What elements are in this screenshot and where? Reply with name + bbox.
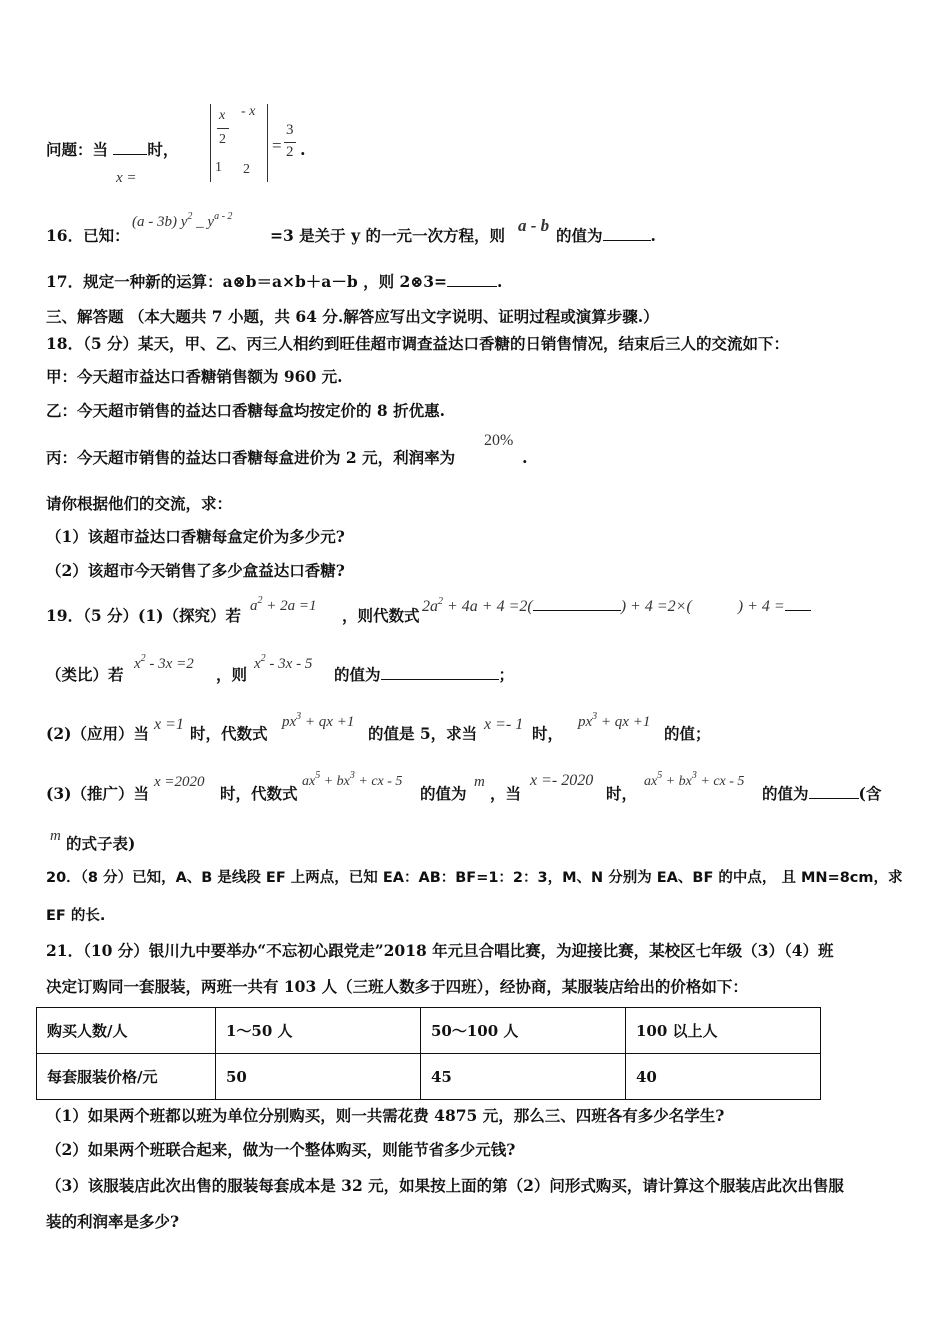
q18-ask: 请你根据他们的交流，求： xyxy=(46,494,233,513)
q19-analog-val: 的值为 ； xyxy=(334,665,515,684)
q18-bing-end: . xyxy=(522,448,528,467)
q19-stem: 19．（5 分）(1)（探究）若 xyxy=(46,606,241,625)
q16-amb: a - b xyxy=(518,216,550,235)
q15-determinant xyxy=(210,104,268,182)
det-b: - x xyxy=(241,104,256,119)
q21-part3a: （3）该服装店此次出售的服装每套成本是 32 元，如果按上面的第（2）问形式购买，请计算这个服装店此次出售服 xyxy=(46,1176,844,1195)
table-row xyxy=(37,1054,821,1100)
q15-x-eq: x = xyxy=(116,170,137,186)
q19-cond: $a^2 + 2a =1$ xyxy=(250,595,317,614)
q16-text xyxy=(270,226,505,246)
q17-text: 17．规定一种新的运算：a⊗b＝a×b＋a－b ，则 2⊗3= xyxy=(46,272,448,291)
q19-app-then: 时，代数式 xyxy=(190,724,268,743)
table-cell: 45 xyxy=(421,1054,626,1100)
table-cell: 购买人数/人 xyxy=(37,1008,216,1054)
table-cell: 50 xyxy=(216,1054,421,1100)
q21-part1: （1）如果两个班都以班为单位分别购买，则一共需花费 4875 元，那么三、四班各有多少名学生? xyxy=(46,1106,725,1125)
q19-gen-cond2: x =- 2020 xyxy=(530,772,594,789)
q19-then: ，则代数式 xyxy=(342,606,420,625)
q15-line xyxy=(46,140,178,160)
table-cell: 100 以上人 xyxy=(626,1008,821,1054)
q15-frac-den: 2 xyxy=(286,144,294,160)
det-c: 1 xyxy=(215,160,222,175)
q18-part2: （2）该超市今天销售了多少盒益达口香糖? xyxy=(46,561,345,580)
q18-part1: （1）该超市益达口香糖每盒定价为多少元? xyxy=(46,527,345,546)
q19-app-expr2: $px^3$ + qx +1 xyxy=(578,711,651,730)
q15-blank xyxy=(113,140,147,155)
q19-gen-then: 时，代数式 xyxy=(220,784,298,803)
q17-line: 17．规定一种新的运算：a⊗b＝a×b＋a－b ，则 2⊗3= . xyxy=(46,272,503,291)
q15-frac-bar xyxy=(284,142,296,143)
q19-expr: $2a^2 + 4a + 4 =2$( ) + 4 =2×( ) + 4 = xyxy=(422,596,811,616)
table-cell: 1～50 人 xyxy=(216,1008,421,1054)
table-header-row xyxy=(37,1008,821,1054)
q17-blank xyxy=(447,272,497,287)
table-cell: 40 xyxy=(626,1054,821,1100)
q15-end: . xyxy=(300,140,306,159)
q20-line2: EF 的长. xyxy=(46,908,106,924)
q19-gen-tail: 的式子表) xyxy=(66,834,136,853)
q19-gen-cond: x =2020 xyxy=(154,774,205,790)
q16-line xyxy=(46,226,130,246)
q16-text2: 的值为 xyxy=(556,226,603,245)
q21-line1: 21．（10 分）银川九中要举办“不忘初心跟党走”2018 年元旦合唱比赛，为迎接比赛，某校区七年级（3）（4）班 xyxy=(46,941,834,960)
q19-gen-m2: m xyxy=(50,828,61,844)
q19-analog: （类比）若 xyxy=(46,665,124,684)
q16-expr: (a - 3b) $y^2$ _ $y^{a - 2}$ xyxy=(132,211,233,230)
det-d: 2 xyxy=(243,162,250,177)
q19-app-val5: 的值是 5，求当 xyxy=(368,724,478,743)
q19-gen-expr2: $ax^5 + bx^3$ + cx - 5 xyxy=(644,770,745,789)
price-table xyxy=(36,1007,821,1100)
q19-gen-then2: 时， xyxy=(606,784,638,803)
q18-stem: 18．（5 分）某天，甲、乙、丙三人相约到旺佳超市调查益达口香糖的日销售情况，结束后三人的交流如下： xyxy=(46,334,790,353)
q15-prefix: 问题：当 xyxy=(46,140,109,159)
q19-gen: (3)（推广）当 xyxy=(46,784,149,803)
q16-num: 16．已知： xyxy=(46,226,130,245)
q18-jia: 甲：今天超市益达口香糖销售额为 960 元. xyxy=(46,367,343,386)
q20-line1: 20．（8 分）已知，A、B 是线段 EF 上两点，已知 EA：AB：BF=1：2：3，M、N 分别为 EA、BF 的中点， 且 MN=8cm，求 xyxy=(46,870,903,886)
q18-rate: 20% xyxy=(484,432,514,449)
q19-gen-expr: $ax^5 + bx^3$ + cx - 5 xyxy=(302,770,403,789)
q21-part2: （2）如果两个班联合起来，做为一个整体购买，则能节省多少元钱? xyxy=(46,1140,516,1159)
q19-app-then2: 时， xyxy=(532,724,564,743)
q19-analog-expr: $x^2 - 3x - 5$ xyxy=(254,653,313,672)
q15-suffix: 时， xyxy=(147,140,179,159)
q19-analog-then: ，则 xyxy=(216,665,248,684)
q19-gen-val-m: 的值为 xyxy=(420,784,467,803)
q19-app: (2)（应用）当 xyxy=(46,724,149,743)
q21-part3b: 装的利润率是多少? xyxy=(46,1212,180,1231)
q19-app-cond2: x =- 1 xyxy=(484,716,524,733)
q18-bing: 丙：今天超市销售的益达口香糖每盒进价为 2 元，利润率为 xyxy=(46,448,456,467)
q19-gen-when: ，当 xyxy=(490,784,522,803)
det-a-bar xyxy=(217,128,229,129)
q16-text1: =3 是关于 y 的一元一次方程，则 xyxy=(270,226,505,245)
q19-analog-cond: $x^2 - 3x =2$ xyxy=(134,653,194,672)
q19-app-val: 的值； xyxy=(664,724,711,743)
q19-app-expr: $px^3$ + qx +1 xyxy=(282,711,355,730)
q16-blank xyxy=(603,226,651,241)
section-3-heading: 三、解答题 （本大题共 7 小题，共 64 分.解答应写出文字说明、证明过程或演算步骤.） xyxy=(46,307,659,326)
q21-line2: 决定订购同一套服装，两班一共有 103 人（三班人数多于四班），经协商，某服装店给出的价格如下： xyxy=(46,977,748,996)
q19-gen-m: m xyxy=(474,774,485,790)
det-a: x xyxy=(219,108,226,123)
q19-gen-val: 的值为 (含 xyxy=(762,784,882,803)
det-a-den: 2 xyxy=(219,132,226,147)
q19-app-cond: x =1 xyxy=(154,716,184,733)
q15-eq: = xyxy=(272,136,282,155)
table-cell: 50～100 人 xyxy=(421,1008,626,1054)
q18-yi: 乙：今天超市销售的益达口香糖每盒均按定价的 8 折优惠. xyxy=(46,401,445,420)
q16-tail: 的值为 . xyxy=(556,226,656,245)
table-cell: 每套服装价格/元 xyxy=(37,1054,216,1100)
q15-frac-num: 3 xyxy=(286,122,294,138)
